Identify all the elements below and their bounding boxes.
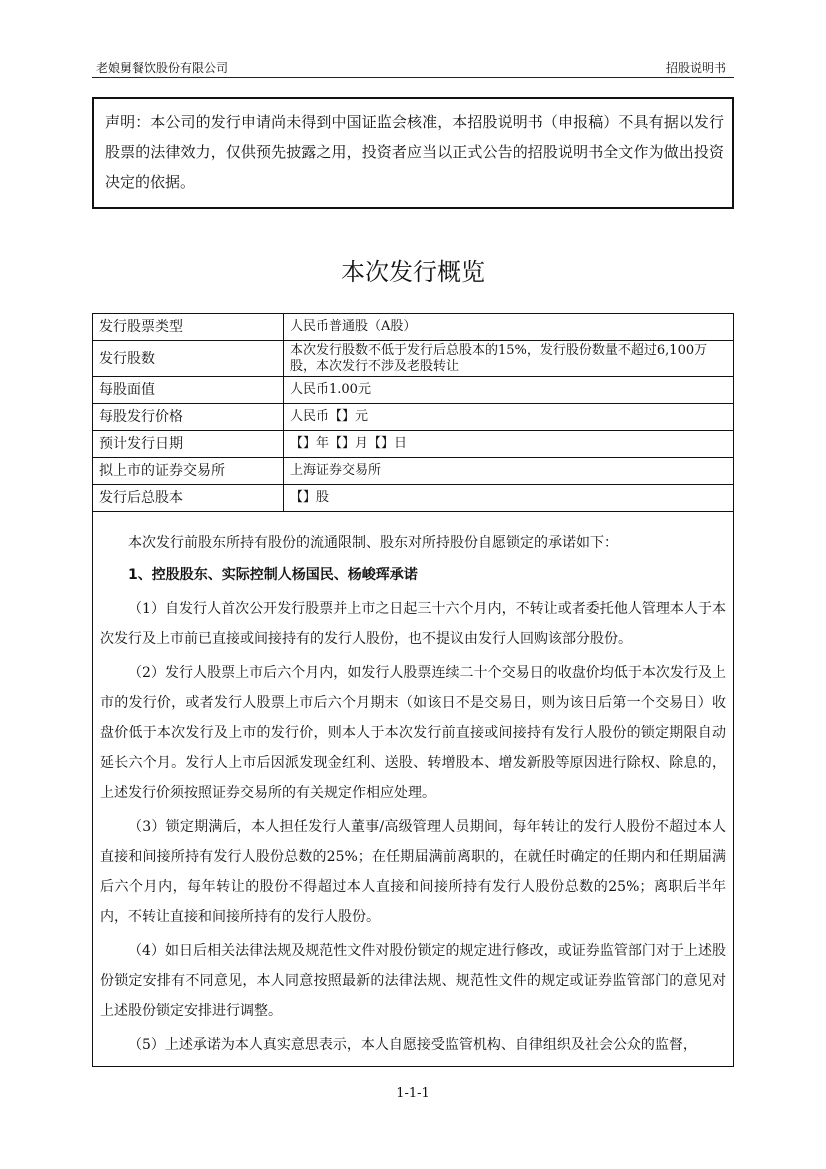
row-label: 每股面值: [93, 377, 284, 404]
table-row: [93, 431, 734, 458]
row-label: 每股发行价格: [93, 404, 284, 431]
disclaimer-text: 声明：本公司的发行申请尚未得到中国证监会核准，本招股说明书（申报稿）不具有据以发行股票的法律效力，仅供预先披露之用，投资者应当以正式公告的招股说明书全文作为做出投资决定的依据。: [105, 113, 724, 191]
row-label: 拟上市的证券交易所: [93, 458, 284, 485]
table-row: [93, 404, 734, 431]
table-row: [93, 341, 734, 377]
row-value: 人民币【】元: [284, 404, 734, 431]
table-row: [93, 485, 734, 512]
disclaimer-box: [92, 97, 734, 209]
intro-paragraph: 本次发行前股东所持有股份的流通限制、股东对所持股份自愿锁定的承诺如下：: [128, 535, 618, 551]
table-row: [93, 377, 734, 404]
header-divider: [92, 77, 734, 78]
row-value: 【】股: [284, 485, 734, 512]
row-value: 上海证券交易所: [284, 458, 734, 485]
row-label: 发行股数: [93, 341, 284, 377]
row-value: 【】年【】月【】日: [284, 431, 734, 458]
commitment-paragraph: （4）如日后相关法律法规及规范性文件对股份锁定的规定进行修改，或证券监管部门对于上述股份锁定安排有不同意见，本人同意按照最新的法律法规、规范性文件的规定或证券监管部门的意见对上述股份锁定安排进行调整。: [100, 943, 726, 1019]
lockup-commitments: [100, 530, 726, 1064]
table-row: [93, 314, 734, 341]
page-title: 本次发行概览: [341, 258, 485, 286]
document-type: 招股说明书: [665, 61, 726, 75]
page-number: 1-1-1: [396, 1086, 430, 1101]
commitment-paragraph: （1）自发行人首次公开发行股票并上市之日起三十六个月内，不转让或者委托他人管理本人于本次发行及上市前已直接或间接持有的发行人股份，也不提议由发行人回购该部分股份。: [100, 601, 726, 647]
row-value: 人民币1.00元: [284, 377, 734, 404]
commitment-paragraph: （5）上述承诺为本人真实意思表示，本人自愿接受监管机构、自律组织及社会公众的监督，: [128, 1037, 697, 1053]
row-label: 预计发行日期: [93, 431, 284, 458]
row-value: 人民币普通股（A股）: [284, 314, 734, 341]
section-heading: 1、控股股东、实际控制人杨国民、杨峻珲承诺: [128, 567, 418, 583]
table-row: [93, 458, 734, 485]
row-label: 发行股票类型: [93, 314, 284, 341]
commitment-paragraph: （3）锁定期满后，本人担任发行人董事/高级管理人员期间，每年转让的发行人股份不超过本人直接和间接所持有发行人股份总数的25%；在任期届满前离职的，在就任时确定的任期内和任期届满后六个月内，每年转让的股份不得超过本人直接和间接所持有发行人股份总数的25%；离职后半年内，不转让直接和间接所持有的发行人股份。: [100, 819, 726, 925]
row-value: 本次发行股数不低于发行后总股本的15%，发行股份数量不超过6,100万股，本次发行不涉及老股转让: [284, 341, 734, 377]
page-header: [92, 58, 734, 78]
company-name: 老娘舅餐饮股份有限公司: [96, 61, 229, 75]
row-label: 发行后总股本: [93, 485, 284, 512]
overview-table: [92, 313, 734, 512]
commitment-paragraph: （2）发行人股票上市后六个月内，如发行人股票连续二十个交易日的收盘价均低于本次发行及上市的发行价，或者发行人股票上市后六个月期末（如该日不是交易日，则为该日后第一个交易日）收盘价低于本次发行及上市的发行价，则本人于本次发行前直接或间接持有发行人股份的锁定期限自动延长六个月。发行人上市后因派发现金红利、送股、转增股本、增发新股等原因进行除权、除息的，上述发行价须按照证券交易所的有关规定作相应处理。: [100, 665, 726, 801]
